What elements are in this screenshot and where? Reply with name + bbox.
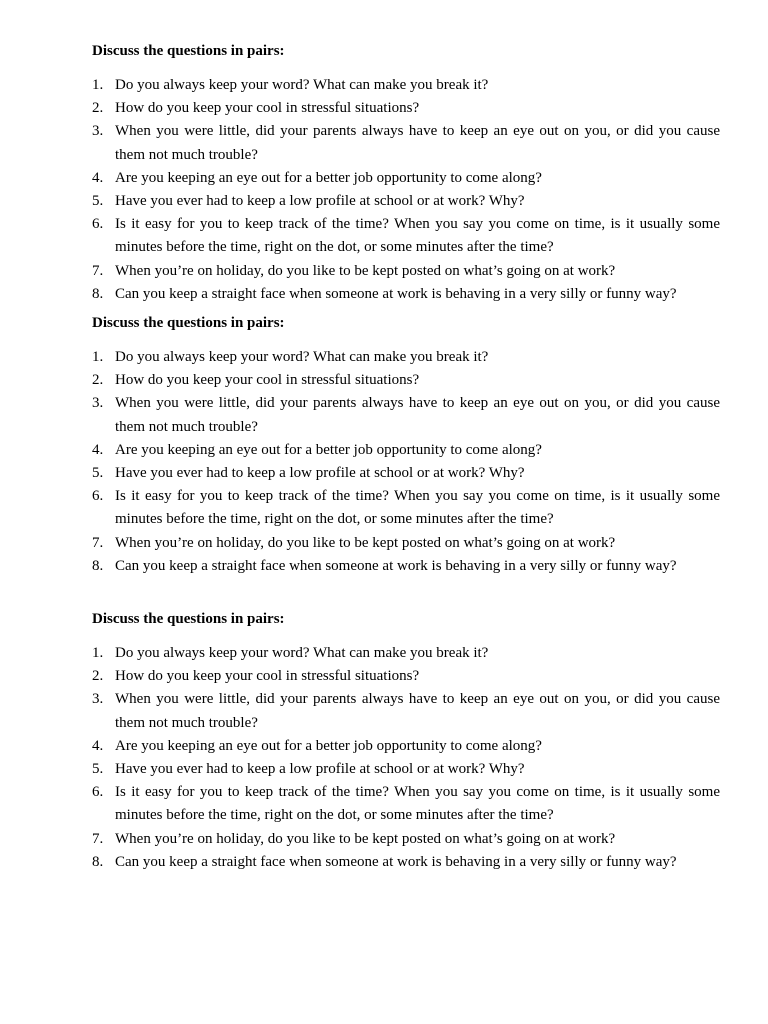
question-item (92, 485, 720, 531)
question-item (92, 532, 720, 555)
question-number: 5. (92, 193, 104, 210)
question-item (92, 167, 720, 190)
question-number: 7. (92, 830, 104, 847)
question-text: Do you always keep your word? What can make you break it? (115, 349, 489, 365)
section-heading: Discuss the questions in pairs: (92, 315, 285, 331)
question-item (92, 213, 720, 259)
question-number: 1. (92, 349, 104, 365)
question-number: 4. (92, 169, 104, 186)
question-text: Are you keeping an eye out for a better job opportunity to come along? (115, 169, 542, 186)
question-text: When you’re on holiday, do you like to be kept posted on what’s going on at work? (115, 830, 616, 847)
question-section (92, 314, 720, 578)
question-section (92, 42, 720, 306)
question-text: When you’re on holiday, do you like to be kept posted on what’s going on at work? (115, 534, 616, 551)
question-text: Can you keep a straight face when someone at work is behaving in a very silly or funny way? (115, 853, 677, 870)
section-heading: Discuss the questions in pairs: (92, 43, 285, 59)
question-item (92, 688, 720, 734)
question-number: 7. (92, 262, 104, 279)
question-text: When you’re on holiday, do you like to be kept posted on what’s going on at work? (115, 262, 616, 279)
question-text: Can you keep a straight face when someone at work is behaving in a very silly or funny way? (115, 557, 677, 574)
question-number: 2. (92, 372, 104, 389)
question-number: 2. (92, 668, 104, 685)
question-item (92, 392, 720, 438)
question-text: Is it easy for you to keep track of the time? When you say you come on time, is it usually some minutes before the time, right on the dot, or some minutes after the time? (115, 488, 720, 528)
question-item (92, 735, 720, 758)
question-number: 8. (92, 557, 104, 574)
question-item (92, 758, 720, 781)
question-section (92, 610, 720, 874)
question-item (92, 190, 720, 213)
question-number: 7. (92, 534, 104, 551)
question-number: 5. (92, 465, 104, 482)
question-text: Have you ever had to keep a low profile at school or at work? Why? (115, 465, 525, 482)
question-number: 3. (92, 691, 104, 708)
question-number: 6. (92, 488, 104, 505)
question-text: How do you keep your cool in stressful situations? (115, 100, 420, 117)
question-text: When you were little, did your parents always have to keep an eye out on you, or did you cause them not much trouble? (115, 395, 720, 435)
question-text: How do you keep your cool in stressful situations? (115, 668, 420, 685)
question-item (92, 74, 720, 97)
question-list (92, 74, 720, 306)
question-text: When you were little, did your parents always have to keep an eye out on you, or did you cause them not much trouble? (115, 123, 720, 163)
question-item (92, 260, 720, 283)
question-number: 5. (92, 761, 104, 778)
question-text: Are you keeping an eye out for a better job opportunity to come along? (115, 441, 542, 458)
question-item (92, 346, 720, 369)
question-number: 3. (92, 123, 104, 140)
question-text: Have you ever had to keep a low profile at school or at work? Why? (115, 761, 525, 778)
question-text: How do you keep your cool in stressful situations? (115, 372, 420, 389)
question-number: 3. (92, 395, 104, 412)
question-text: Do you always keep your word? What can make you break it? (115, 645, 489, 661)
question-text: Is it easy for you to keep track of the time? When you say you come on time, is it usually some minutes before the time, right on the dot, or some minutes after the time? (115, 784, 720, 824)
question-number: 6. (92, 216, 104, 233)
question-number: 8. (92, 853, 104, 870)
question-item (92, 283, 720, 306)
question-item (92, 369, 720, 392)
question-text: Are you keeping an eye out for a better job opportunity to come along? (115, 737, 542, 754)
question-number: 4. (92, 441, 104, 458)
question-text: Do you always keep your word? What can make you break it? (115, 77, 489, 93)
section-heading: Discuss the questions in pairs: (92, 611, 285, 627)
question-text: Is it easy for you to keep track of the time? When you say you come on time, is it usually some minutes before the time, right on the dot, or some minutes after the time? (115, 216, 720, 256)
question-number: 2. (92, 100, 104, 117)
question-list (92, 346, 720, 578)
question-item (92, 851, 720, 874)
question-text: Can you keep a straight face when someone at work is behaving in a very silly or funny way? (115, 285, 677, 302)
question-item (92, 462, 720, 485)
question-number: 8. (92, 285, 104, 302)
question-number: 4. (92, 737, 104, 754)
question-list (92, 642, 720, 874)
question-number: 6. (92, 784, 104, 801)
question-text: Have you ever had to keep a low profile at school or at work? Why? (115, 193, 525, 210)
question-item (92, 665, 720, 688)
question-item (92, 781, 720, 827)
question-item (92, 120, 720, 166)
question-item (92, 828, 720, 851)
question-item (92, 97, 720, 120)
question-item (92, 555, 720, 578)
question-item (92, 439, 720, 462)
question-number: 1. (92, 77, 104, 93)
question-text: When you were little, did your parents always have to keep an eye out on you, or did you cause them not much trouble? (115, 691, 720, 731)
question-number: 1. (92, 645, 104, 661)
question-item (92, 642, 720, 665)
